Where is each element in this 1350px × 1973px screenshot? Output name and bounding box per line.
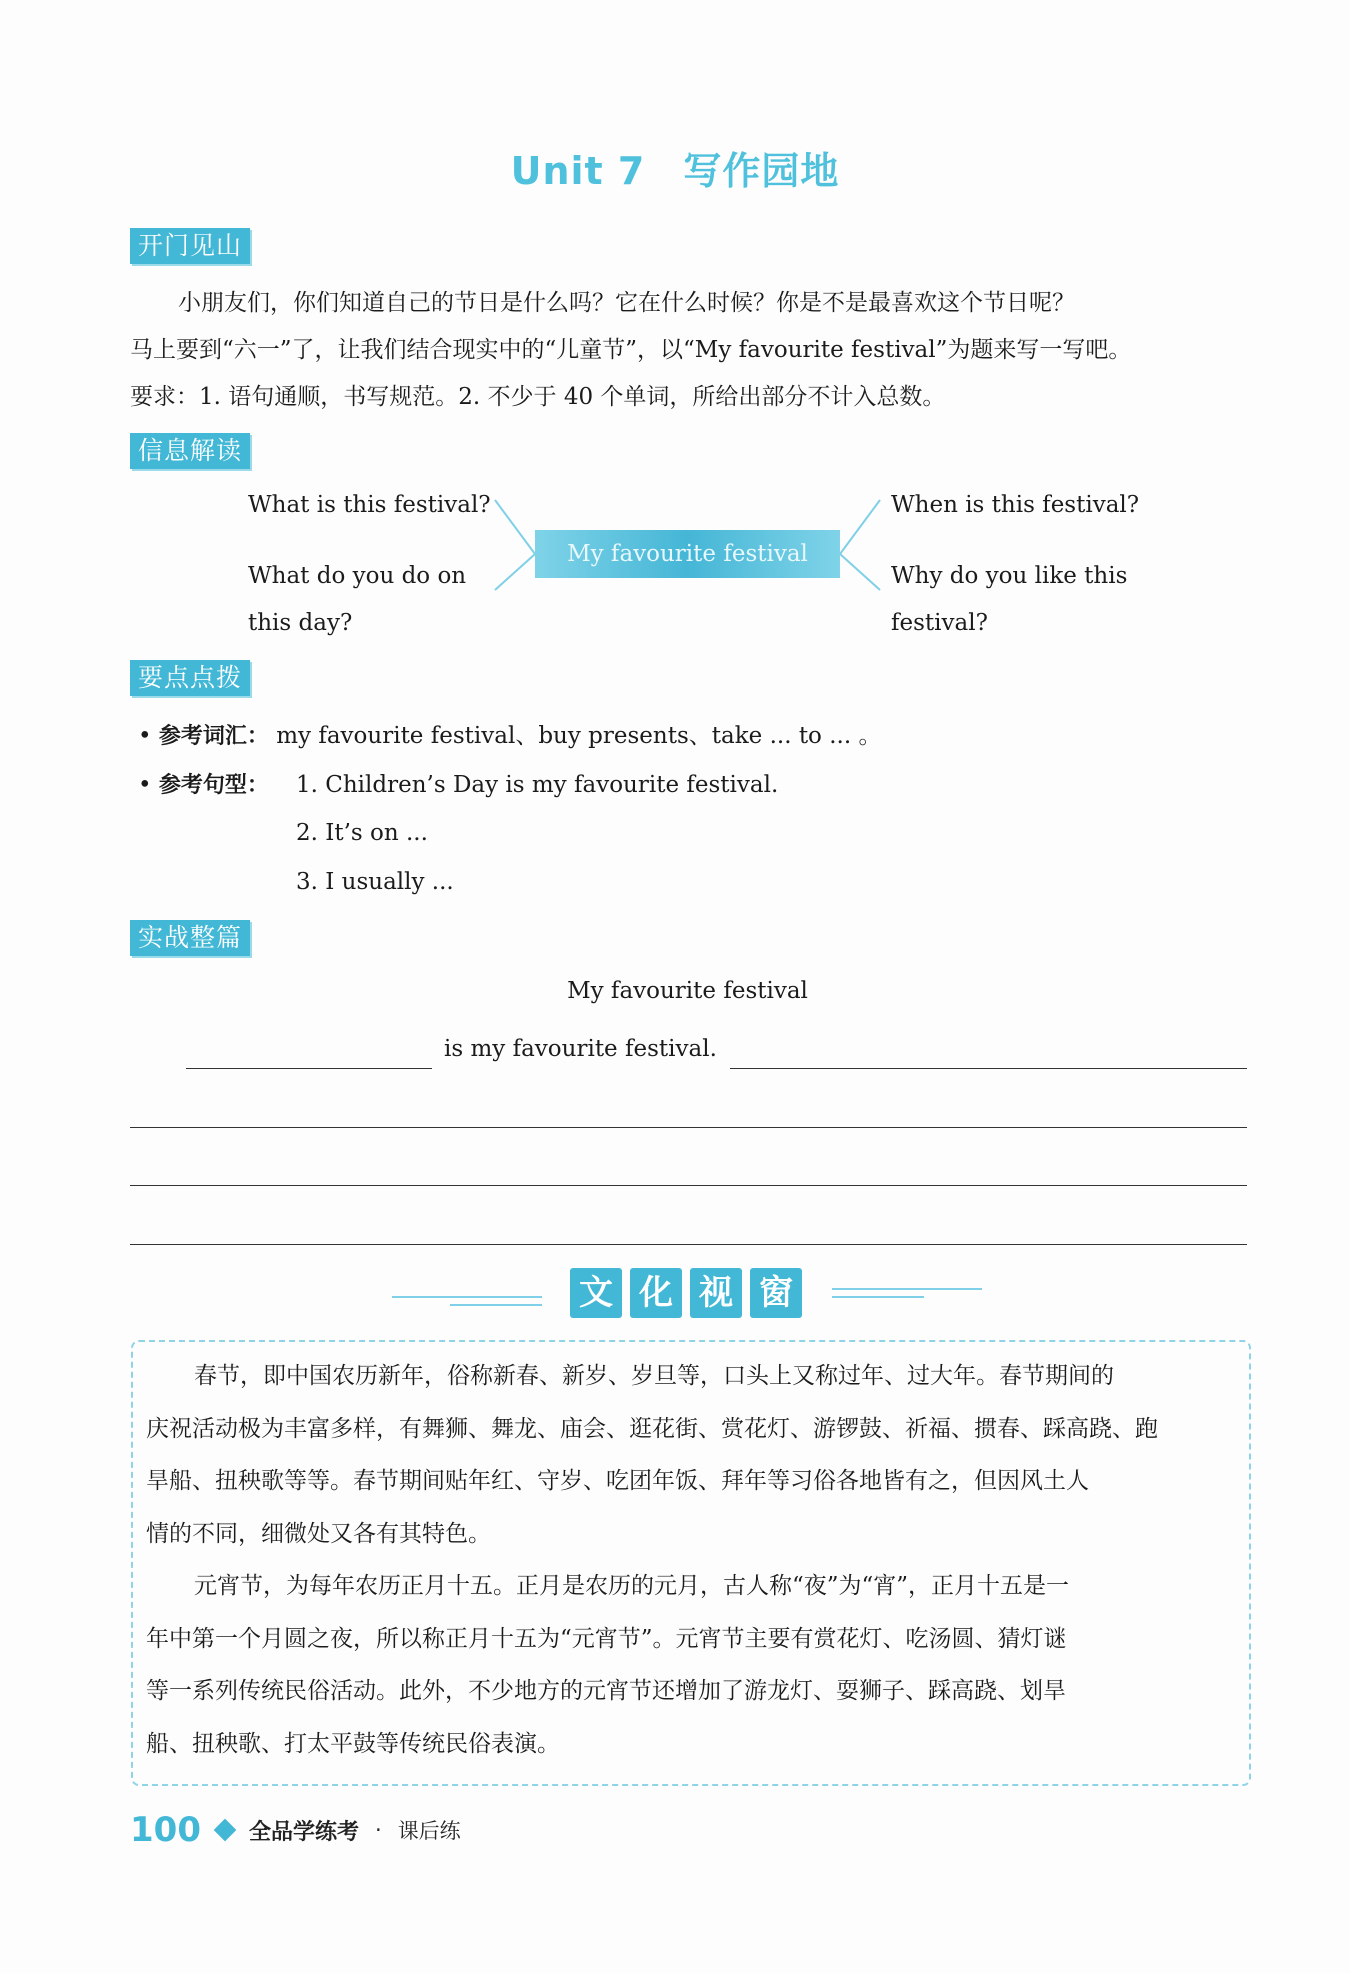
writing-line[interactable] [130, 1244, 1247, 1245]
vocab-text: my favourite festival、buy presents、take ... to ... 。 [276, 723, 882, 749]
book-title: 全品学练考 [248, 1819, 359, 1845]
blank-festival-name[interactable] [186, 1068, 432, 1069]
intro-line: 马上要到“六一”了，让我们结合现实中的“儿童节”，以“My favourite festival”为题来写一写吧。 [130, 337, 1132, 363]
decor-line [832, 1296, 924, 1298]
culture-line: 元宵节，为每年农历正月十五。正月是农历的元月，古人称“夜”为“宵”，正月十五是一 [194, 1573, 1070, 1599]
culture-line: 旱船、扭秧歌等等。春节期间贴年红、守岁、吃团年饭、拜年等习俗各地皆有之，但因风土人 [146, 1468, 1089, 1494]
culture-heading [570, 1268, 802, 1318]
sentence-pattern: 3. I usually ... [296, 869, 454, 895]
mindmap-center: My favourite festival [535, 530, 840, 578]
page-footer [130, 1810, 461, 1850]
culture-heading-char: 窗 [750, 1268, 802, 1318]
decor-line [832, 1288, 982, 1290]
culture-line: 情的不同，细微处又各有其特色。 [146, 1520, 491, 1547]
vocab-row: • 参考词汇： my favourite festival、buy presents、take ... to ... 。 [138, 723, 882, 749]
section-tag-info: 信息解读 [130, 433, 250, 469]
mindmap-question-why-line2: festival? [891, 610, 988, 636]
connector-line [840, 554, 880, 590]
sentence-label: 参考句型： [158, 773, 269, 798]
section-tag-tips: 要点点拨 [130, 660, 250, 696]
mindmap-question-why-line1: Why do you like this [891, 563, 1128, 589]
sentence-pattern: 1. Children’s Day is my favourite festival. [296, 772, 779, 798]
mindmap-question-do-line1: What do you do on [248, 563, 467, 589]
sentence-pattern: 2. It’s on ... [296, 820, 428, 846]
culture-paragraph-spring-festival [146, 1350, 1236, 1560]
page-number: 100 [130, 1810, 201, 1850]
unit-label: Unit 7 [510, 149, 646, 193]
section-name: 写作园地 [683, 149, 840, 193]
mindmap-connectors [0, 0, 1350, 700]
culture-line: 等一系列传统民俗活动。此外，不少地方的元宵节还增加了游龙灯、耍狮子、踩高跷、划旱 [146, 1678, 1066, 1704]
intro-line: 小朋友们，你们知道自己的节日是什么吗？它在什么时候？你是不是最喜欢这个节日呢？ [178, 290, 1075, 316]
connector-line [840, 500, 880, 554]
culture-heading-char: 视 [690, 1268, 742, 1318]
culture-line: 庆祝活动极为丰富多样，有舞狮、舞龙、庙会、逛花街、赏花灯、游锣鼓、祈福、掼春、踩高跷、跑 [146, 1415, 1158, 1442]
writing-line[interactable] [130, 1127, 1247, 1128]
connector-line [495, 500, 535, 554]
decor-line [392, 1296, 542, 1298]
culture-line: 春节，即中国农历新年，俗称新春、新岁、岁旦等，口头上又称过年、过大年。春节期间的 [194, 1363, 1114, 1389]
mindmap-question-when: When is this festival? [891, 492, 1140, 518]
culture-heading-char: 化 [630, 1268, 682, 1318]
culture-line: 年中第一个月圆之夜，所以称正月十五为“元宵节”。元宵节主要有赏花灯、吃汤圆、猜灯谜 [146, 1625, 1067, 1652]
culture-paragraph-lantern-festival [146, 1560, 1236, 1770]
section-tag-practice: 实战整篇 [130, 920, 250, 956]
vocab-label: 参考词汇： [158, 724, 269, 749]
culture-heading-char: 文 [570, 1268, 622, 1318]
section-tag-intro: 开门见山 [130, 228, 250, 264]
culture-line: 船、扭秧歌、打太平鼓等传统民俗表演。 [146, 1730, 560, 1757]
mindmap-question-what: What is this festival? [248, 492, 491, 518]
intro-line: 要求：1. 语句通顺，书写规范。2. 不少于 40 个单词，所给出部分不计入总数。 [130, 384, 946, 410]
sentence-label-row: • 参考句型： [138, 772, 269, 798]
diamond-icon [214, 1819, 237, 1842]
mindmap-question-do-line2: this day? [248, 610, 353, 636]
connector-line [495, 554, 535, 590]
decor-line [450, 1304, 542, 1306]
book-subtitle: 课后练 [397, 1819, 461, 1843]
writing-line[interactable] [130, 1185, 1247, 1186]
composition-title: My favourite festival [567, 978, 808, 1004]
footer-dot: · [375, 1818, 382, 1842]
writing-line[interactable] [730, 1068, 1247, 1069]
composition-fill-text: is my favourite festival. [444, 1036, 717, 1062]
